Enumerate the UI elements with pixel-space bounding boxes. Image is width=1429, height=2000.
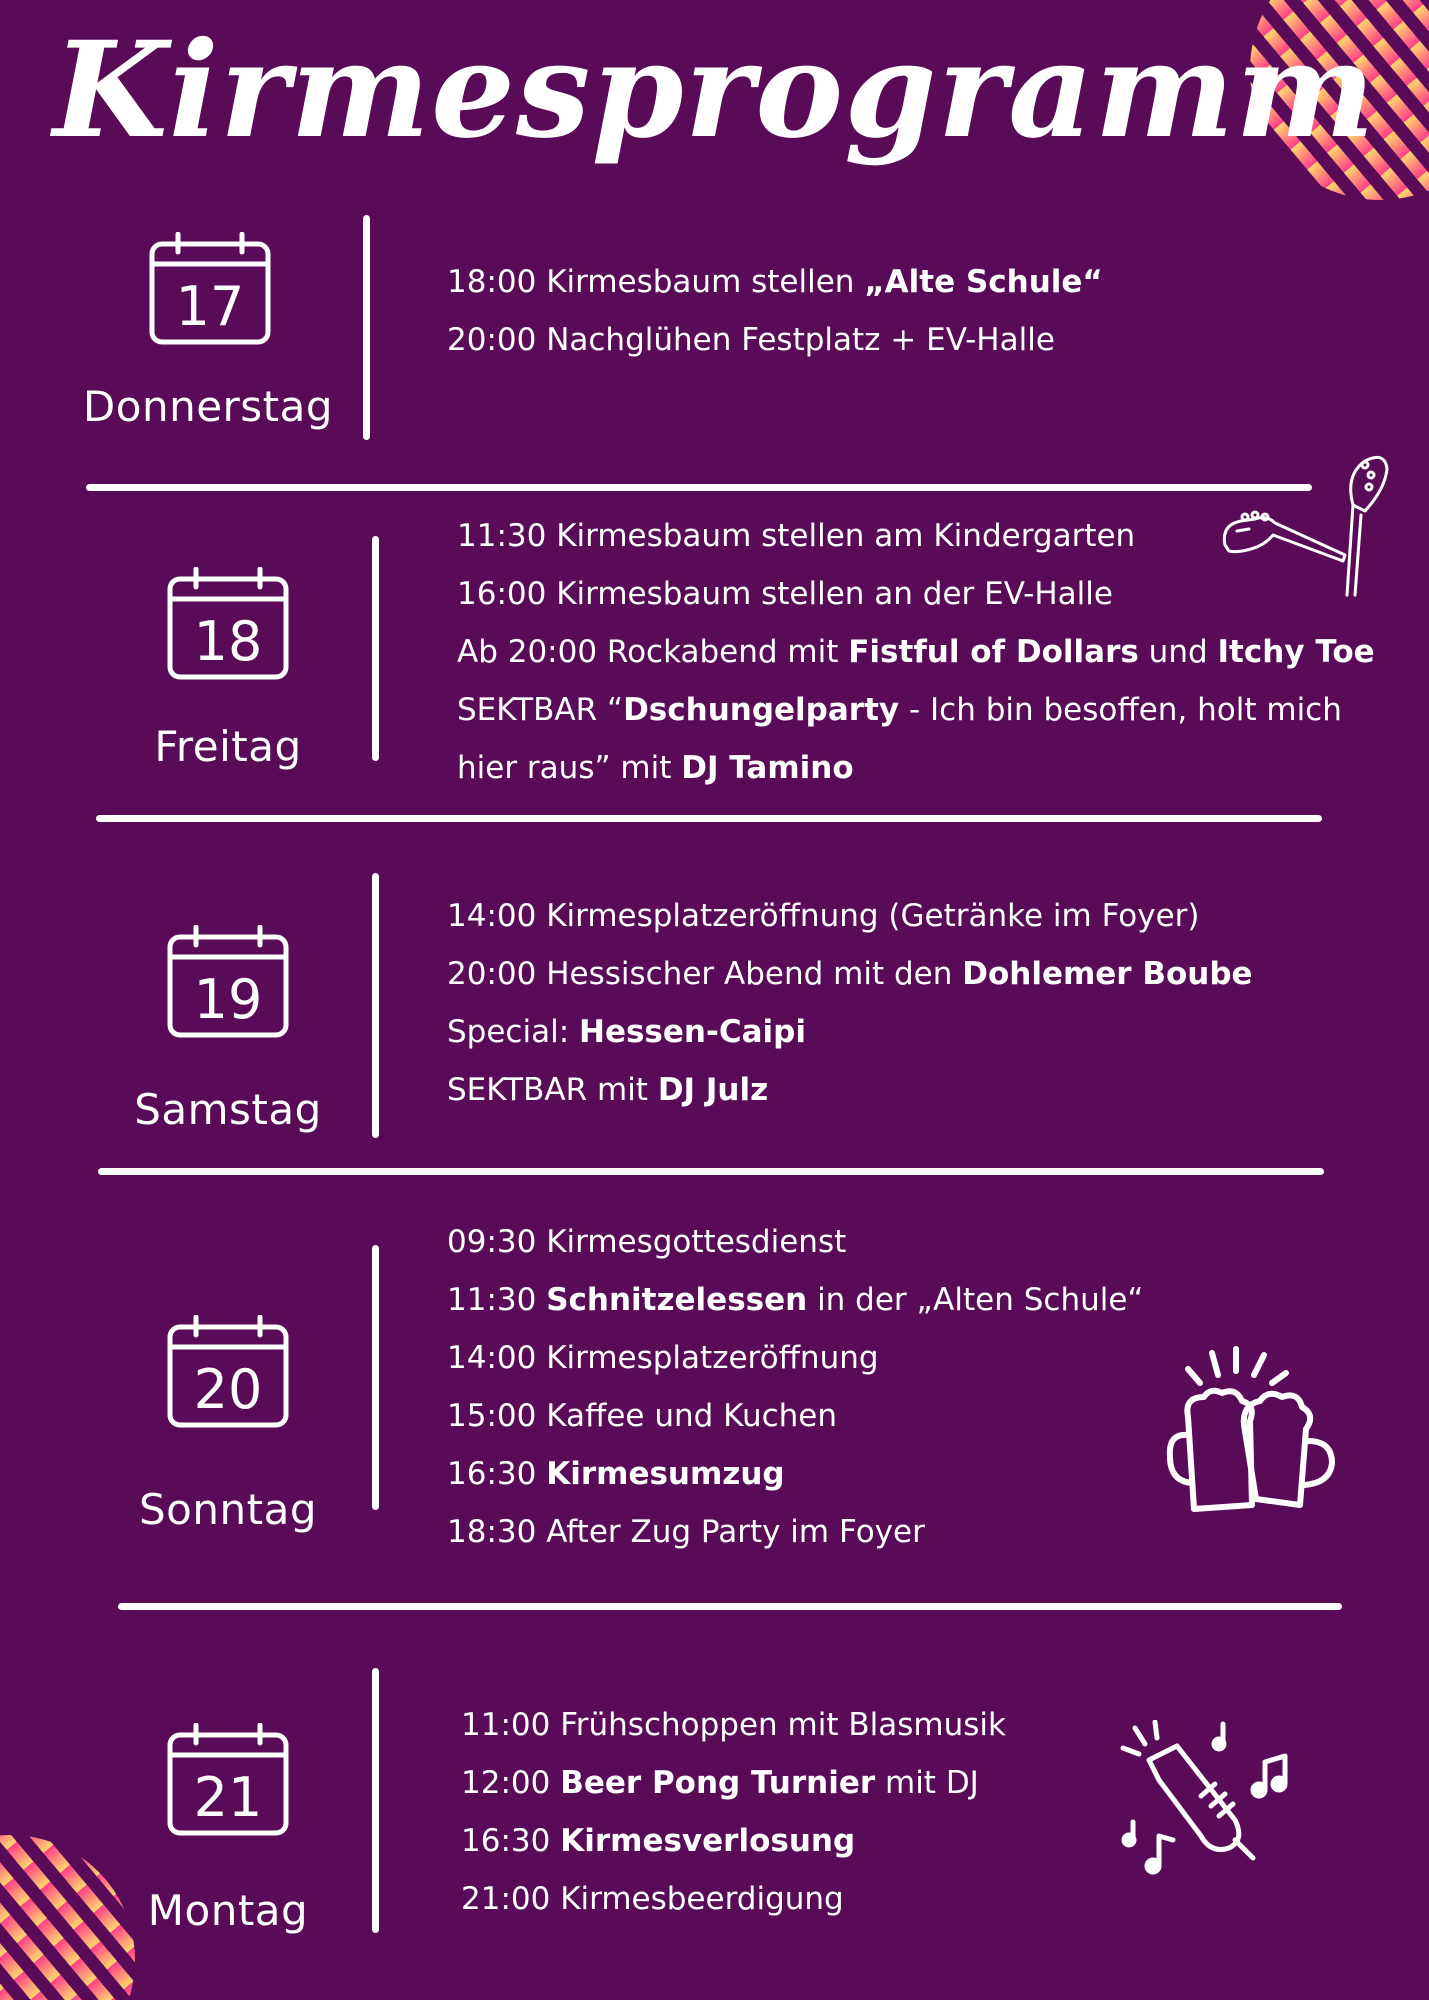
event-text: 15:00 Kaffee und Kuchen [447,1398,837,1434]
event-highlight: Hessen-Caipi [579,1014,806,1050]
event-highlight: Dohlemer Boube [962,956,1253,992]
event-text: mit DJ [875,1765,979,1801]
event-highlight: Schnitzelessen [546,1282,808,1318]
separator [86,484,1312,491]
event-list [447,253,1103,369]
event-highlight: „Alte Schule“ [864,264,1103,300]
vertical-divider [372,536,379,761]
event-item [457,623,1375,681]
event-highlight: Itchy Toe [1217,634,1375,670]
calendar-icon [166,1723,290,1837]
event-item [447,1213,1143,1271]
event-text: Special: [447,1014,579,1050]
calendar-icon [166,925,290,1039]
day-name: Samstag [134,1085,322,1134]
date-number: 21 [193,1766,263,1829]
calendar-icon [166,1315,290,1429]
event-list [461,1696,1006,1928]
event-text: SEKTBAR mit [447,1072,658,1108]
event-text: Ab 20:00 Rockabend mit [457,634,849,670]
event-item [447,945,1253,1003]
event-item [447,253,1103,311]
event-item [461,1754,1006,1812]
event-text: 20:00 Nachglühen Festplatz + EV-Halle [447,322,1055,358]
event-text: 14:00 Kirmesplatzeröffnung [447,1340,879,1376]
event-item [447,311,1103,369]
day-name: Freitag [154,722,302,771]
page-title: Kirmesprogramm [53,13,1376,168]
separator [96,815,1322,822]
event-text: hier raus” mit [457,750,682,786]
event-text: 11:00 Frühschoppen mit Blasmusik [461,1707,1006,1743]
day-name: Sonntag [139,1485,317,1534]
event-item [447,1445,1143,1503]
event-highlight: Kirmesumzug [546,1456,785,1492]
calendar-icon [166,567,290,681]
event-highlight: Beer Pong Turnier [560,1765,876,1801]
event-text: 21:00 Kirmesbeerdigung [461,1881,844,1917]
event-highlight: Kirmesverlosung [560,1823,856,1859]
guitar-icon [1215,445,1415,605]
event-item [447,1003,1253,1061]
event-highlight: DJ Julz [657,1072,769,1108]
separator [98,1168,1324,1175]
event-highlight: Fistful of Dollars [848,634,1139,670]
event-text: und [1138,634,1218,670]
event-item [461,1696,1006,1754]
calendar-icon [148,232,272,346]
event-list [447,1213,1143,1561]
event-text: 16:30 [447,1456,547,1492]
event-item [447,887,1253,945]
vertical-divider [372,1245,379,1510]
event-item [457,681,1375,739]
event-text: 16:00 Kirmesbaum stellen an der EV-Halle [457,576,1113,612]
event-text: 12:00 [461,1765,561,1801]
event-text: 18:00 Kirmesbaum stellen [447,264,865,300]
event-highlight: Dschungelparty [623,692,900,728]
event-item [447,1271,1143,1329]
event-text: SEKTBAR “ [457,692,624,728]
event-text: in der „Alten Schule“ [807,1282,1144,1318]
event-text: 11:30 Kirmesbaum stellen am Kindergarten [457,518,1136,554]
event-text: 09:30 Kirmesgottesdienst [447,1224,847,1260]
event-item [461,1870,1006,1928]
event-text: - Ich bin besoffen, holt mich [899,692,1342,728]
date-number: 17 [175,275,245,338]
event-highlight: DJ Tamino [681,750,854,786]
vertical-divider [372,1668,379,1933]
event-item [447,1329,1143,1387]
event-item [461,1812,1006,1870]
beer-mugs-icon [1160,1345,1355,1520]
event-item [447,1387,1143,1445]
event-text: 20:00 Hessischer Abend mit den [447,956,963,992]
separator [118,1603,1342,1610]
event-text: 18:30 After Zug Party im Foyer [447,1514,925,1550]
event-text: 14:00 Kirmesplatzeröffnung (Getränke im Foyer) [447,898,1200,934]
event-item [447,1503,1143,1561]
day-name: Montag [147,1886,309,1935]
event-list [447,887,1253,1119]
event-text: 16:30 [461,1823,561,1859]
date-number: 18 [193,610,263,673]
event-item [447,1061,1253,1119]
event-text: 11:30 [447,1282,547,1318]
date-number: 20 [193,1358,263,1421]
trumpet-icon [1115,1720,1290,1890]
day-name: Donnerstag [82,382,334,431]
vertical-divider [372,873,379,1138]
date-number: 19 [193,968,263,1031]
event-item [457,739,1375,797]
vertical-divider [363,215,370,440]
